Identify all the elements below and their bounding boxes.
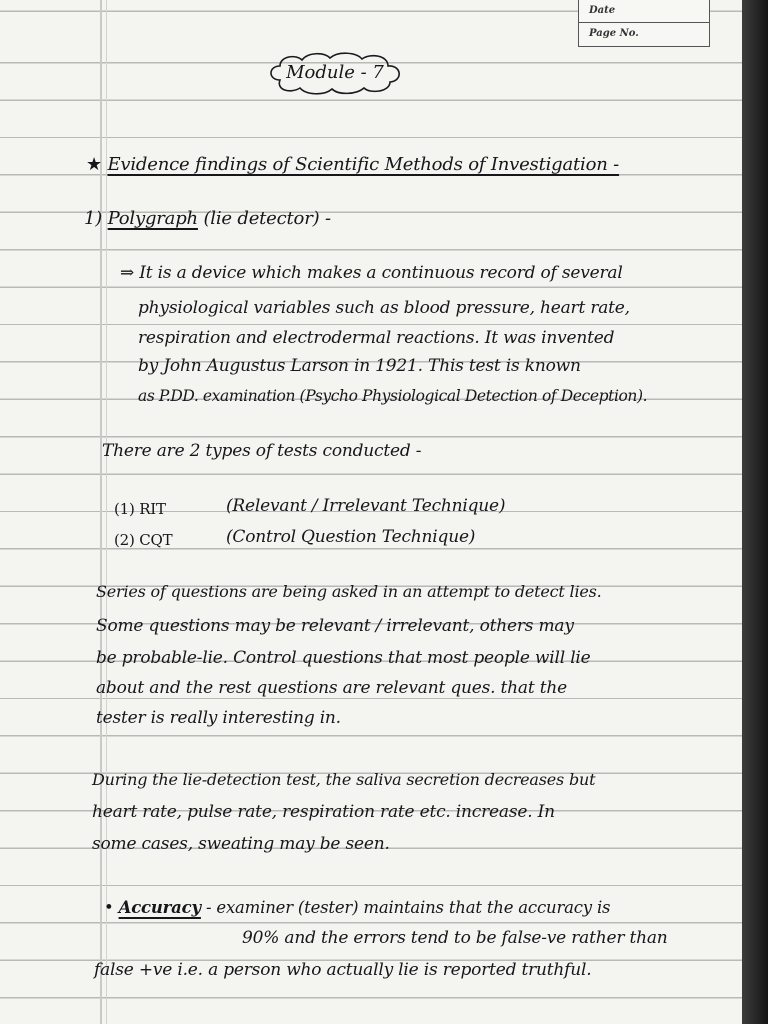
definition-line-4: by John Augustus Larson in 1921. This test is known bbox=[138, 356, 581, 376]
type-1-desc: (Relevant / Irrelevant Technique) bbox=[226, 496, 506, 516]
section-number: 1) bbox=[84, 208, 103, 229]
date-page-box bbox=[578, 0, 710, 47]
accuracy-label: Accuracy bbox=[118, 898, 201, 917]
definition-line-3: respiration and electrodermal reactions. It was invented bbox=[138, 328, 615, 348]
para1-line-1: Series of questions are being asked in an attempt to detect lies. bbox=[96, 582, 602, 601]
heading-text: Evidence findings of Scientific Methods of Investigation - bbox=[107, 154, 620, 175]
date-label: Date bbox=[589, 5, 616, 16]
para1-line-5: tester is really interesting in. bbox=[96, 708, 341, 728]
star-bullet-icon: ★ bbox=[86, 154, 102, 175]
para1-line-3: be probable-lie. Control questions that most people will lie bbox=[96, 648, 591, 668]
definition-line-2: physiological variables such as blood pressure, heart rate, bbox=[138, 298, 630, 318]
type-1-code: (1) RIT bbox=[114, 500, 166, 518]
accuracy-line-1 bbox=[104, 898, 610, 917]
section-name: Polygraph bbox=[107, 208, 198, 229]
accuracy-text-1: - examiner (tester) maintains that the accuracy is bbox=[205, 898, 611, 917]
section-subtitle: (lie detector) - bbox=[203, 208, 331, 229]
accuracy-line-3: false +ve i.e. a person who actually lie is reported truthful. bbox=[94, 960, 592, 980]
para2-line-2: heart rate, pulse rate, respiration rate etc. increase. In bbox=[92, 802, 555, 822]
type-2-desc: (Control Question Technique) bbox=[226, 527, 476, 547]
para2-line-3: some cases, sweating may be seen. bbox=[92, 834, 390, 854]
page-edge-shadow bbox=[742, 0, 768, 1024]
type-2-code: (2) CQT bbox=[114, 531, 173, 549]
types-intro: There are 2 types of tests conducted - bbox=[102, 441, 422, 461]
definition-line-5: as P.DD. examination (Psycho Physiological Detection of Deception). bbox=[138, 387, 648, 405]
section-heading bbox=[84, 208, 331, 229]
para2-line-1: During the lie-detection test, the saliva secretion decreases but bbox=[92, 770, 596, 789]
accuracy-line-2: 90% and the errors tend to be false-ve rather than bbox=[242, 928, 668, 948]
module-title: Module - 7 bbox=[286, 62, 384, 83]
definition-line-1: ⇒ It is a device which makes a continuous record of several bbox=[120, 263, 623, 283]
para1-line-2: Some questions may be relevant / irrelevant, others may bbox=[96, 616, 574, 636]
module-title-cloud bbox=[266, 50, 404, 96]
main-heading bbox=[86, 154, 619, 175]
para1-line-4: about and the rest questions are relevant ques. that the bbox=[96, 678, 567, 698]
accuracy-bullet: • bbox=[104, 898, 114, 917]
page-number-label: Page No. bbox=[579, 22, 709, 45]
